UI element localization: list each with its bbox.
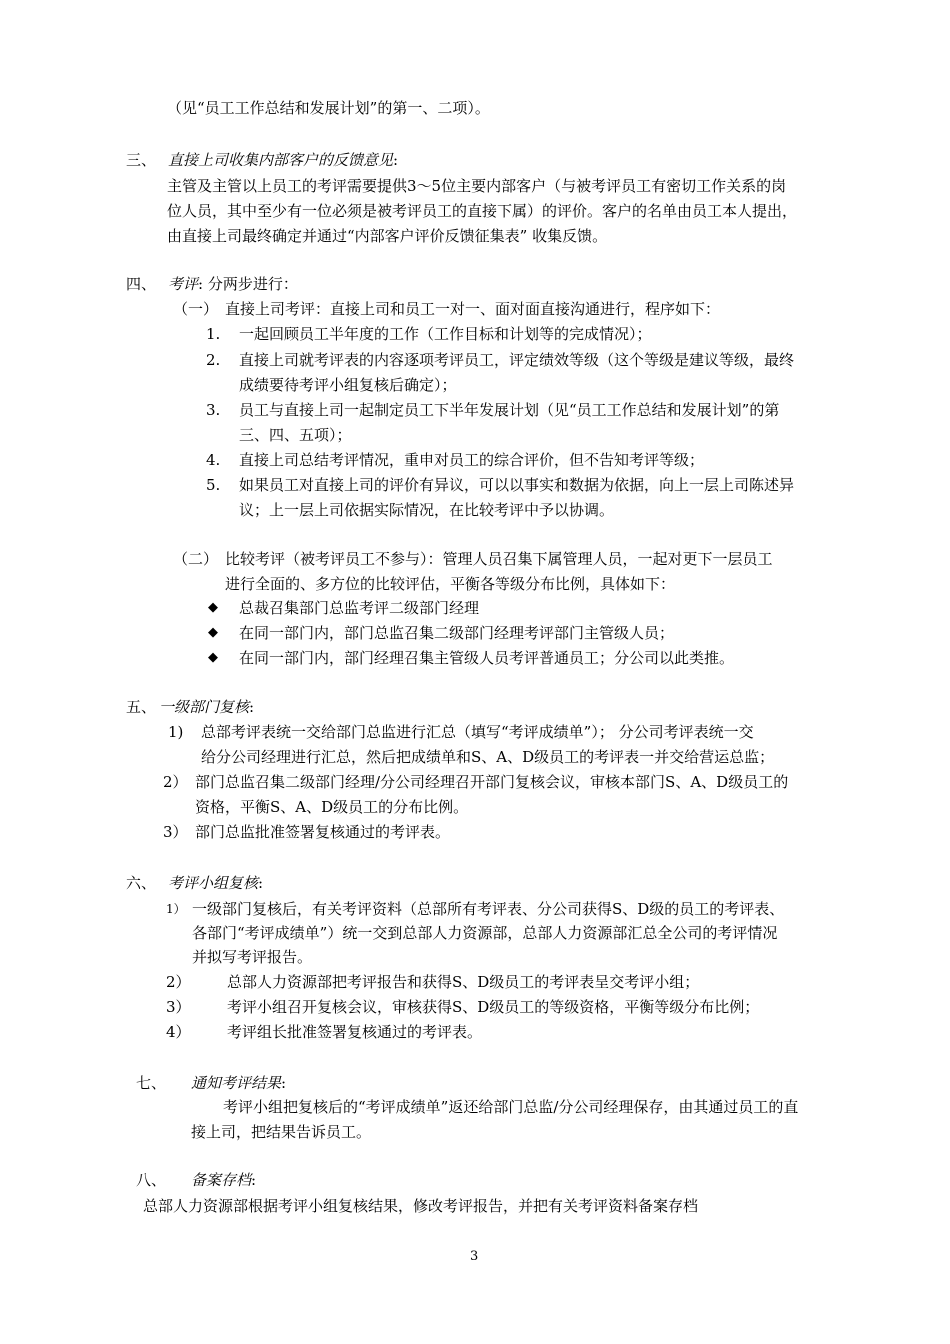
section-7-number: 七、	[136, 1074, 167, 1092]
review-item-number: 2）	[163, 773, 188, 791]
procedure-item-number: 2.	[206, 351, 221, 369]
section-5-heading	[159, 696, 254, 718]
committee-item-line: 各部门“考评成绩单”）统一交到总部人力资源部，总部人力资源部汇总全公司的考评情况	[192, 924, 778, 942]
section-8-line: 总部人力资源部根据考评小组复核结果，修改考评报告，并把有关考评资料备案存档	[143, 1197, 699, 1215]
section-6-title: 考评小组复核	[168, 874, 259, 892]
section-7-line-2: 接上司，把结果告诉员工。	[191, 1123, 372, 1141]
section-7-colon: :	[281, 1074, 287, 1092]
section-7-heading	[191, 1072, 286, 1094]
committee-item-line: 并拟写考评报告。	[192, 948, 313, 966]
section-3-line-3: 由直接上司最终确定并通过“内部客户评价反馈征集表” 收集反馈。	[167, 227, 608, 245]
procedure-item-line: 直接上司总结考评情况，重申对员工的综合评价，但不告知考评等级；	[239, 451, 705, 469]
committee-item-number: 2）	[166, 973, 191, 991]
procedure-item-number: 4.	[206, 451, 221, 469]
bullet-item: 总裁召集部门总监考评二级部门经理	[239, 599, 480, 617]
review-item-number: 3）	[163, 823, 188, 841]
section-7-line-1: 考评小组把复核后的“考评成绩单”返还给部门总监/分公司经理保存，由其通过员工的直	[223, 1098, 799, 1116]
section-7-title: 通知考评结果	[191, 1074, 282, 1092]
section-5-title: 一级部门复核	[159, 698, 250, 716]
section-8-heading	[191, 1169, 256, 1191]
section-8-number: 八、	[136, 1171, 167, 1189]
section-3-title: 直接上司收集内部客户的反馈意见	[168, 151, 394, 169]
section-3-number: 三、	[126, 151, 157, 169]
section-6-colon: :	[258, 874, 264, 892]
procedure-item-number: 5.	[206, 476, 221, 494]
diamond-bullet-icon: ◆	[208, 600, 218, 615]
committee-item-line: 考评组长批准签署复核通过的考评表。	[227, 1023, 483, 1041]
review-item-line: 部门总监召集二级部门经理/分公司经理召开部门复核会议，审核本部门S、A、D级员工的	[195, 773, 789, 791]
section-3-line-1: 主管及主管以上员工的考评需要提供3～5位主要内部客户（与被考评员工有密切工作关系的岗	[167, 177, 787, 195]
procedure-item-number: 1.	[206, 325, 221, 343]
committee-item-number: 4）	[166, 1023, 191, 1041]
step-2-line-1: 比较考评（被考评员工不参与）：管理人员召集下属管理人员，一起对更下一层员工	[225, 550, 773, 568]
procedure-item-line: 一起回顾员工半年度的工作（工作目标和计划等的完成情况）；	[239, 325, 652, 343]
section-4-heading	[168, 273, 298, 295]
section-8-colon: :	[251, 1171, 257, 1189]
section-3-line-2: 位人员，其中至少有一位必须是被考评员工的直接下属）的评价。客户的名单由员工本人提出，	[167, 202, 798, 220]
section-5-colon: :	[249, 698, 255, 716]
section-6-number: 六、	[126, 874, 157, 892]
bullet-item: 在同一部门内，部门总监召集二级部门经理考评部门主管级人员；	[239, 624, 675, 642]
committee-item-number: 1）	[166, 902, 186, 916]
review-item-line: 部门总监批准签署复核通过的考评表。	[195, 823, 451, 841]
procedure-item-line: 成绩要待考评小组复核后确定）；	[239, 376, 457, 394]
procedure-item-line: 直接上司就考评表的内容逐项考评员工，评定绩效等级（这个等级是建议等级，最终	[239, 351, 795, 369]
committee-item-line: 总部人力资源部把考评报告和获得S、D级员工的考评表呈交考评小组；	[227, 973, 700, 991]
review-item-line: 总部考评表统一交给部门总监进行汇总（填写“考评成绩单”）； 分公司考评表统一交	[201, 723, 754, 741]
section-4-heading-rest: : 分两步进行：	[198, 275, 298, 293]
section-4-title: 考评	[168, 275, 199, 293]
step-1-label: （一）	[173, 300, 219, 318]
diamond-bullet-icon: ◆	[208, 625, 218, 640]
review-item-line: 给分公司经理进行汇总，然后把成绩单和S、A、D级员工的考评表一并交给营运总监；	[201, 748, 775, 766]
review-item-line: 资格，平衡S、A、D级员工的分布比例。	[195, 798, 469, 816]
section-6-heading	[168, 872, 263, 894]
procedure-item-number: 3.	[206, 401, 221, 419]
step-1-text: 直接上司考评：直接上司和员工一对一、面对面直接沟通进行，程序如下：	[225, 300, 721, 318]
procedure-item-line: 三、四、五项）；	[239, 426, 352, 444]
section-8-title: 备案存档	[191, 1171, 252, 1189]
review-item-number: 1)	[168, 723, 184, 741]
committee-item-number: 3）	[166, 998, 191, 1016]
procedure-item-line: 议；上一层上司依据实际情况，在比较考评中予以协调。	[239, 501, 615, 519]
diamond-bullet-icon: ◆	[208, 650, 218, 665]
committee-item-line: 考评小组召开复核会议，审核获得S、D级员工的等级资格，平衡等级分布比例；	[227, 998, 760, 1016]
procedure-item-line: 如果员工对直接上司的评价有异议，可以以事实和数据为依据，向上一层上司陈述异	[239, 476, 795, 494]
continuation-line: （见“员工工作总结和发展计划”的第一、二项）。	[167, 99, 490, 117]
step-2-line-2: 进行全面的、多方位的比较评估，平衡各等级分布比例，具体如下：	[225, 575, 676, 593]
section-5-number: 五、	[126, 698, 157, 716]
section-4-number: 四、	[126, 275, 157, 293]
page-number: 3	[470, 1249, 479, 1264]
section-3-colon: :	[393, 151, 399, 169]
section-3-heading	[168, 149, 398, 171]
committee-item-line: 一级部门复核后，有关考评资料（总部所有考评表、分公司获得S、D级的员工的考评表、	[192, 900, 785, 918]
step-2-label: （二）	[173, 550, 219, 568]
procedure-item-line: 员工与直接上司一起制定员工下半年发展计划（见“员工工作总结和发展计划”的第	[239, 401, 780, 419]
bullet-item: 在同一部门内，部门经理召集主管级人员考评普通员工；分公司以此类推。	[239, 649, 735, 667]
